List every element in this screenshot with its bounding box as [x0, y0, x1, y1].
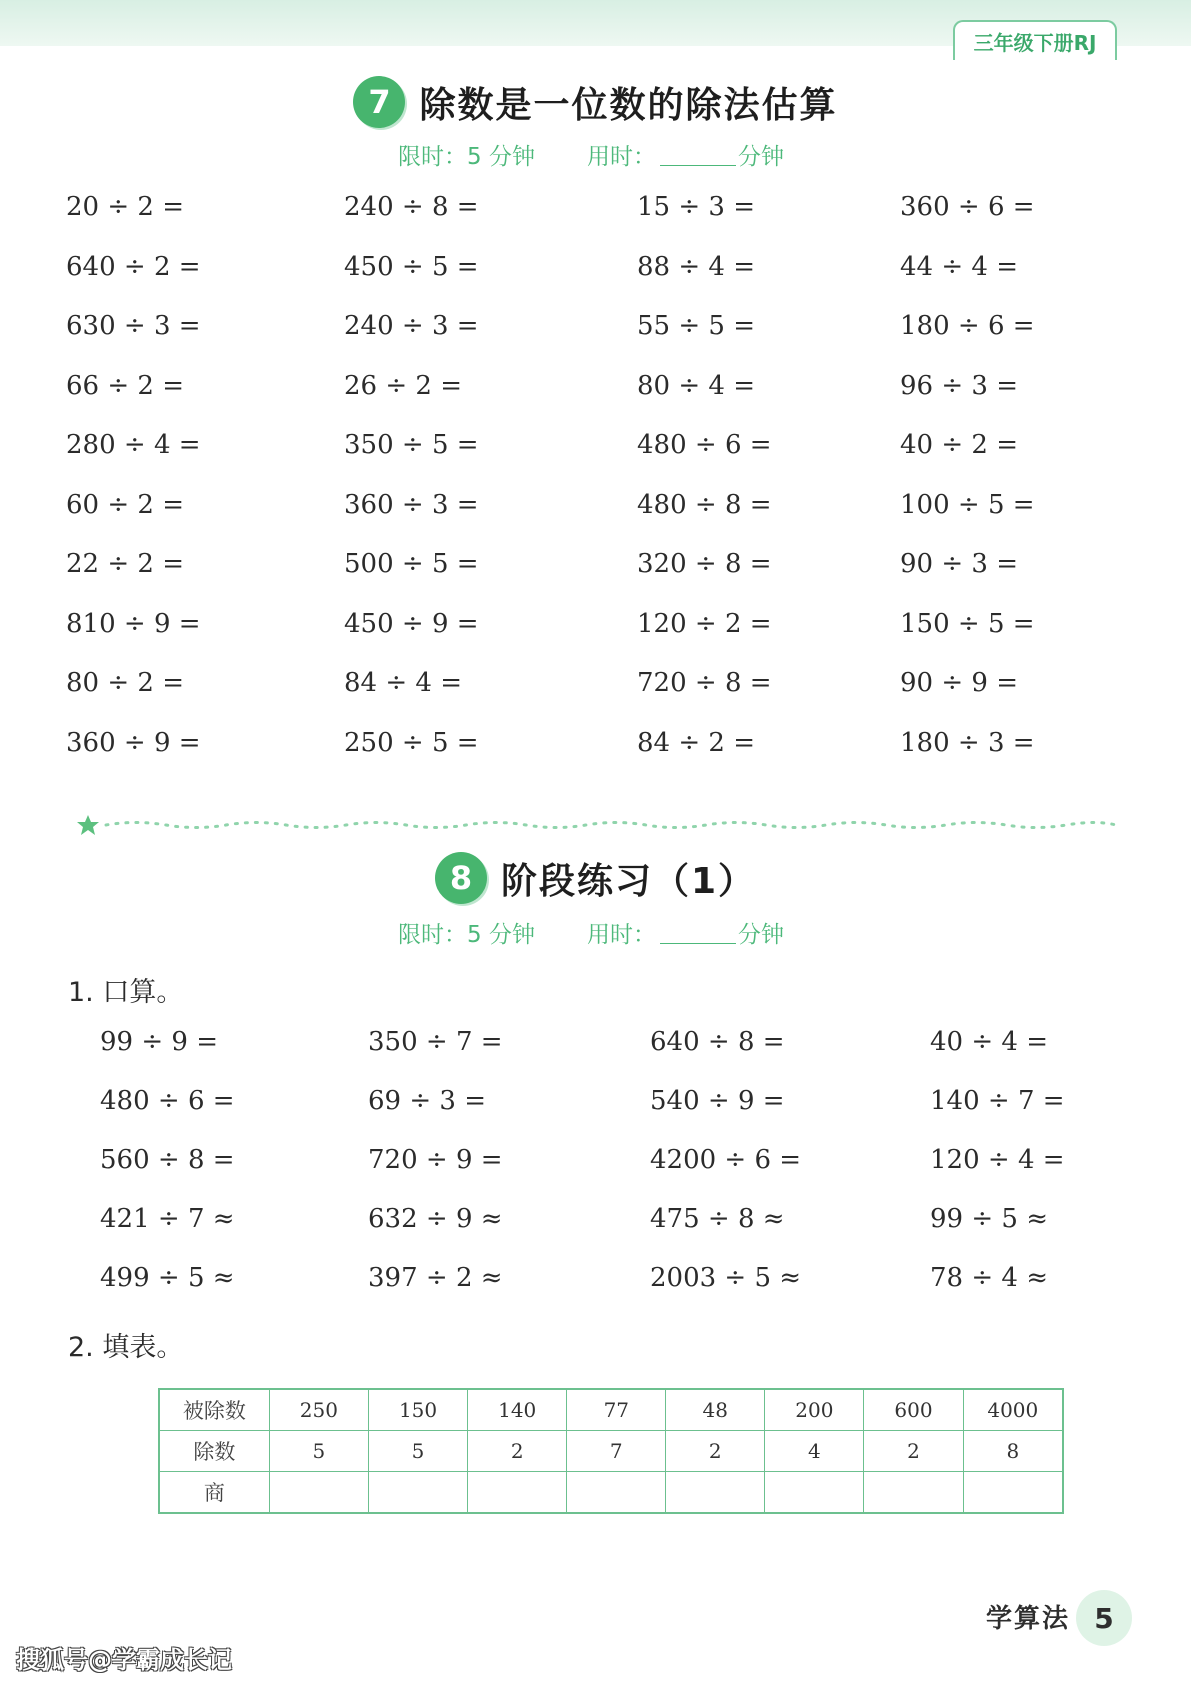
problem-item: 450 ÷ 9 =: [344, 608, 479, 639]
problem-item: 150 ÷ 5 =: [900, 608, 1035, 639]
problem-item: 100 ÷ 5 =: [900, 489, 1035, 520]
problem-item: 120 ÷ 2 =: [637, 608, 772, 639]
grade-tab: 三年级下册RJ: [953, 20, 1117, 60]
problem-item: 720 ÷ 8 =: [637, 668, 772, 698]
problem-item: 450 ÷ 5 =: [344, 251, 479, 282]
dividend-cell: 48: [666, 1389, 765, 1431]
dividend-cell: 600: [864, 1389, 963, 1431]
problem-item: 480 ÷ 6 =: [100, 1086, 235, 1116]
section8-time-limit: 限时：5 分钟: [398, 921, 535, 948]
section8-header: [0, 848, 1191, 908]
problem-item: 360 ÷ 6 =: [900, 192, 1035, 222]
page-number: 5: [1076, 1590, 1132, 1646]
problem-item: 180 ÷ 6 =: [900, 311, 1035, 341]
problem-item: 240 ÷ 3 =: [344, 311, 479, 341]
problem-item: 500 ÷ 5 =: [344, 549, 479, 579]
problem-item: 140 ÷ 7 =: [930, 1086, 1065, 1116]
problem-item: 26 ÷ 2 =: [344, 370, 462, 401]
quotient-cell[interactable]: [368, 1472, 467, 1514]
problem-item: 560 ÷ 8 =: [100, 1145, 235, 1175]
problem-item: 2003 ÷ 5 ≈: [650, 1263, 802, 1293]
problem-item: 640 ÷ 8 =: [650, 1027, 785, 1057]
divisor-header: 除数: [159, 1431, 269, 1472]
problem-item: 120 ÷ 4 =: [930, 1145, 1065, 1175]
quotient-cell[interactable]: [765, 1472, 864, 1514]
watermark: 搜狐号@学霸成长记: [16, 1646, 232, 1674]
question1-label: 1. 口算。: [68, 977, 184, 1008]
divisor-cell: 5: [368, 1431, 467, 1472]
quotient-cell[interactable]: [666, 1472, 765, 1514]
section8-time-used-unit: 分钟: [737, 921, 784, 948]
problem-item: 40 ÷ 2 =: [900, 430, 1018, 460]
problem-item: 55 ÷ 5 =: [637, 311, 755, 341]
problem-item: 84 ÷ 4 =: [344, 668, 462, 698]
problem-item: 78 ÷ 4 ≈: [930, 1263, 1048, 1293]
problem-item: 350 ÷ 5 =: [344, 430, 479, 460]
problem-item: 499 ÷ 5 ≈: [100, 1263, 235, 1293]
star-dotted-divider: [76, 814, 1116, 836]
quotient-cell[interactable]: [963, 1472, 1063, 1514]
problem-item: 4200 ÷ 6 =: [650, 1145, 802, 1175]
question2-label: 2. 填表。: [68, 1332, 184, 1363]
quotient-cell[interactable]: [269, 1472, 368, 1514]
dividend-cell: 4000: [963, 1389, 1063, 1431]
dividend-row: [159, 1389, 1063, 1431]
dividend-cell: 250: [269, 1389, 368, 1431]
section8-timer: [398, 916, 818, 948]
divisor-cell: 7: [567, 1431, 666, 1472]
problem-item: 80 ÷ 2 =: [66, 668, 184, 698]
section8-time-used-label: 用时：: [586, 921, 656, 948]
section7-time-used-unit: 分钟: [737, 143, 784, 170]
problem-item: 630 ÷ 3 =: [66, 311, 201, 341]
dividend-header: 被除数: [159, 1389, 269, 1431]
problem-item: 240 ÷ 8 =: [344, 192, 479, 222]
problem-item: 640 ÷ 2 =: [66, 251, 201, 282]
divisor-cell: 2: [864, 1431, 963, 1472]
problem-item: 350 ÷ 7 =: [368, 1027, 503, 1057]
footer-title: 学算法: [986, 1604, 1071, 1634]
dividend-cell: 200: [765, 1389, 864, 1431]
problem-item: 810 ÷ 9 =: [66, 608, 201, 639]
section7-header: [0, 72, 1191, 132]
fill-table: [158, 1388, 1064, 1514]
problem-item: 90 ÷ 3 =: [900, 549, 1018, 579]
problem-item: 480 ÷ 8 =: [637, 489, 772, 520]
dividend-cell: 140: [468, 1389, 567, 1431]
divisor-cell: 2: [666, 1431, 765, 1472]
quotient-header: 商: [159, 1472, 269, 1514]
problem-item: 397 ÷ 2 ≈: [368, 1263, 503, 1293]
divisor-cell: 2: [468, 1431, 567, 1472]
problem-item: 90 ÷ 9 =: [900, 668, 1018, 698]
divisor-row: [159, 1431, 1063, 1472]
section7-number-badge: 7: [353, 76, 405, 128]
problem-item: 84 ÷ 2 =: [637, 727, 755, 758]
problem-item: 99 ÷ 5 ≈: [930, 1204, 1048, 1234]
problem-item: 421 ÷ 7 ≈: [100, 1204, 235, 1234]
problem-item: 250 ÷ 5 =: [344, 727, 479, 758]
problem-item: 360 ÷ 9 =: [66, 727, 201, 758]
dividend-cell: 77: [567, 1389, 666, 1431]
divisor-cell: 4: [765, 1431, 864, 1472]
problem-item: 475 ÷ 8 ≈: [650, 1204, 785, 1234]
divisor-cell: 8: [963, 1431, 1063, 1472]
quotient-row: [159, 1472, 1063, 1514]
star-icon: [77, 815, 99, 835]
problem-item: 15 ÷ 3 =: [637, 192, 755, 222]
problem-item: 632 ÷ 9 ≈: [368, 1204, 503, 1234]
problem-item: 320 ÷ 8 =: [637, 549, 772, 579]
quotient-cell[interactable]: [864, 1472, 963, 1514]
problem-item: 60 ÷ 2 =: [66, 489, 184, 520]
section7-timer: [398, 138, 818, 170]
section8-number-badge: 8: [435, 852, 487, 904]
section7-title: 除数是一位数的除法估算: [419, 84, 838, 126]
quotient-cell[interactable]: [468, 1472, 567, 1514]
section7-time-limit: 限时：5 分钟: [398, 143, 535, 170]
section8-title: 阶段练习（1）: [500, 860, 757, 902]
problem-item: 480 ÷ 6 =: [637, 430, 772, 460]
problem-item: 22 ÷ 2 =: [66, 549, 184, 579]
problem-item: 20 ÷ 2 =: [66, 192, 184, 222]
problem-item: 720 ÷ 9 =: [368, 1145, 503, 1175]
divisor-cell: 5: [269, 1431, 368, 1472]
dividend-cell: 150: [368, 1389, 467, 1431]
problem-item: 99 ÷ 9 =: [100, 1027, 218, 1057]
problem-item: 280 ÷ 4 =: [66, 430, 201, 460]
problem-item: 360 ÷ 3 =: [344, 489, 479, 520]
section7-time-used-blank[interactable]: [660, 143, 736, 166]
problem-item: 80 ÷ 4 =: [637, 370, 755, 401]
problem-item: 69 ÷ 3 =: [368, 1086, 486, 1116]
problem-item: 44 ÷ 4 =: [900, 251, 1018, 282]
problem-item: 40 ÷ 4 =: [930, 1027, 1048, 1057]
problem-item: 540 ÷ 9 =: [650, 1086, 785, 1116]
problem-item: 66 ÷ 2 =: [66, 370, 184, 401]
problem-item: 88 ÷ 4 =: [637, 251, 755, 282]
problem-item: 96 ÷ 3 =: [900, 370, 1018, 401]
section7-time-used-label: 用时：: [586, 143, 656, 170]
quotient-cell[interactable]: [567, 1472, 666, 1514]
problem-item: 180 ÷ 3 =: [900, 727, 1035, 758]
section8-time-used-blank[interactable]: [660, 921, 736, 944]
